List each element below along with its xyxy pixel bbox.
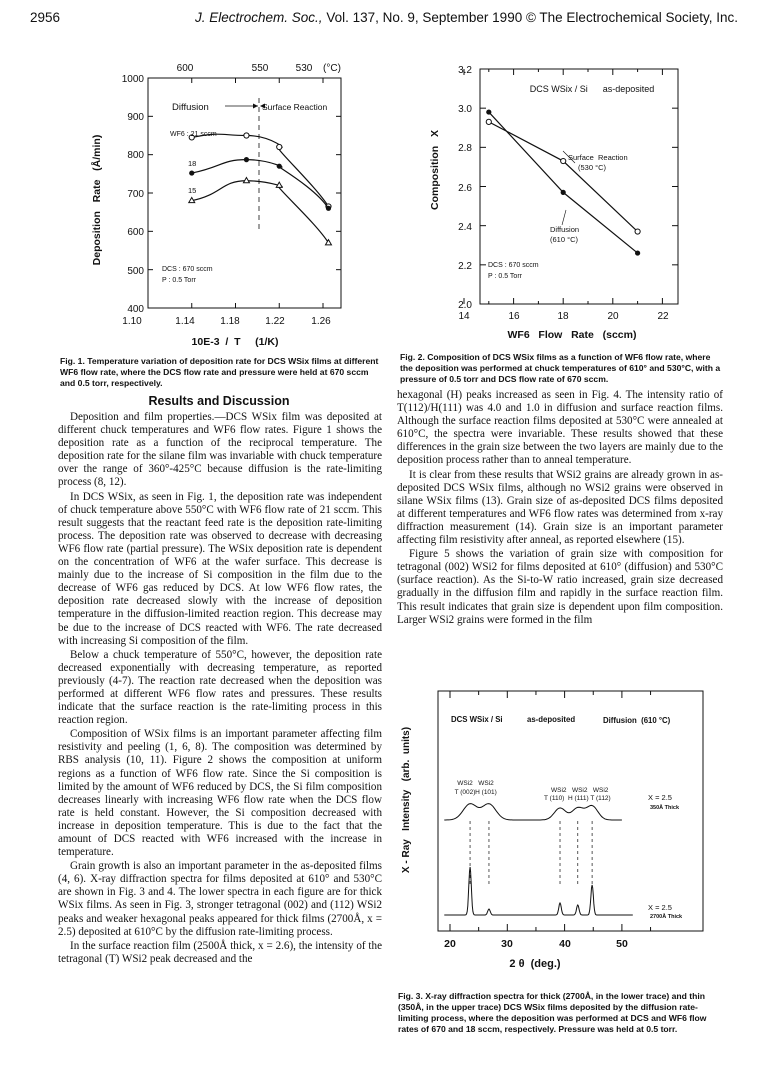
fig3-title-c: Diffusion (610 °C) bbox=[603, 716, 671, 725]
page-number: 2956 bbox=[30, 10, 61, 25]
fig2-ytick: 3.2 bbox=[458, 65, 472, 76]
fig1-cond-1: DCS : 670 sccm bbox=[162, 266, 213, 273]
figure-3-caption: Fig. 3. X-ray diffraction spectra for thick (2700Å, in the lower trace) and thin (350Å, in the upper trace) DCS WSix films deposited by the diffusion rate-limiting process, where the deposition was performed at DCS and WF6 flow rates of 670 and 18 sccm, respectively. Pressure was held at 0.5 torr. bbox=[398, 991, 707, 1034]
fig1-top-tick: (°C) bbox=[323, 63, 341, 74]
fig2-xtick: 14 bbox=[458, 311, 470, 322]
fig1-top-tick: 550 bbox=[251, 63, 269, 74]
fig2-ytick: 3.0 bbox=[458, 104, 472, 115]
fig1-ytick: 900 bbox=[127, 112, 144, 123]
fig1-label-18: 18 bbox=[188, 159, 197, 168]
fig2-diffusion-leader bbox=[562, 210, 566, 225]
fig3-peaks-right-index: T (110) H (111) T (112) bbox=[544, 795, 611, 802]
fig1-data-point bbox=[244, 157, 249, 162]
fig3-xtick: 20 bbox=[444, 938, 456, 950]
fig1-data-point bbox=[243, 178, 249, 183]
fig2-xtick: 20 bbox=[607, 311, 619, 322]
fig1-xtick: 1.18 bbox=[220, 316, 240, 327]
citation-detail: Vol. 137, No. 9, September 1990 © The Electrochemical Society, Inc. bbox=[326, 10, 738, 25]
fig1-top-tick: 530 bbox=[295, 63, 313, 74]
figure-2-caption: Fig. 2. Composition of DCS WSix films as a function of WF6 flow rate, where the deposition was performed at chuck temperatures of 610° and 530°C, with a pressure of 0.5 torr and DCS flow rate of 670 sccm. bbox=[400, 352, 721, 384]
figure-2-chart bbox=[429, 60, 702, 355]
fig1-label-wf6: WF6 : 21 sccm bbox=[170, 131, 217, 138]
paragraph: Below a chuck temperature of 550°C, however, the deposition rate decreased exponentially with decreasing temperature, as reported previously (4-7). The reaction rate decreased when the deposition was performed at different WF6 flow rates and pressures. These results indicate that the surface reaction is the rate-limiting process in this reaction region. bbox=[58, 648, 382, 727]
paragraph: Grain growth is also an important parameter in the as-deposited films (4, 6). X-ray diffraction spectra for films deposited at 610° and 530°C are shown in Fig. 3 and 4. The lower spectra in each figure are for thick WSix films. As seen in Fig. 3, stronger tetragonal (002) and (112) WSi2 peaks and weaker hexagonal peaks appeared for thick films (2700Å, x = 2.5) deposited at 610°C by the diffusion rate-limiting process. bbox=[58, 860, 382, 938]
fig3-title-b: as-deposited bbox=[527, 715, 576, 724]
fig3-peak2-label: WSi2 bbox=[478, 780, 494, 787]
fig3-peak1-index: T (002) bbox=[454, 789, 476, 796]
paragraph: hexagonal (H) peaks increased as seen in Fig. 4. The intensity ratio of T(112)/H(111) was 4.0 and 1.0 in diffusion and surface reaction films. Although the surface reaction films deposited at 530°C were annealed at 610°C, the spectra were invariable. These results showed that these differences in the grain size between the two layers are mainly due to the deposition process rather than to anneal temperature. bbox=[397, 389, 723, 467]
fig1-xtick: 1.26 bbox=[311, 316, 331, 327]
fig1-ytick: 1000 bbox=[121, 74, 144, 85]
fig2-diffusion-temp: (610 °C) bbox=[550, 235, 579, 244]
fig2-ytick: 2.6 bbox=[458, 183, 472, 194]
fig2-ytick: 2.8 bbox=[458, 143, 472, 154]
fig3-upper-trace bbox=[444, 804, 622, 820]
fig3-ylabel: X - Ray Intensity (arb. units) bbox=[401, 726, 412, 874]
paragraph: Composition of WSix films is an important parameter affecting film resistivity and peeling (1, 6, 8). The composition was determined by RBS analysis (10, 11). Figure 2 shows the composition at uniform regions as a function of WF6 flow rate. Since the Si composition is limited by the amount of WF6 reduced by DCS, the Si film composition decreases linearly with increasing WF6 flow rate when the DCS flow rate is held constant. However, the Si composition decreased with increase in deposition temperature. This is due to the fact that the amount of DCS reacted with WF6 increased with the increase in temperature. bbox=[58, 728, 382, 859]
fig1-ytick: 700 bbox=[127, 189, 144, 200]
fig2-xlabel: WF6 Flow Rate (sccm) bbox=[507, 329, 637, 341]
fig1-ytick: 800 bbox=[127, 150, 144, 161]
fig1-label-diffusion: Diffusion bbox=[172, 102, 209, 113]
fig3-plot-frame bbox=[438, 691, 703, 931]
fig2-ytick: 2.4 bbox=[458, 222, 472, 233]
paragraph: It is clear from these results that WSi2 grains are already grown in as-deposited DCS WSix films, although no WSi2 grains were observed in silane WSix films (13). Grain size of as-deposited DCS films deposited at different temperatures and WF6 flow rates was determined from x-ray diffraction measurement (14). Grain size is an important parameter affecting film resistivity after anneal, as reported elsewhere (15). bbox=[397, 468, 723, 547]
fig2-ylabel: Composition X bbox=[429, 130, 441, 210]
fig3-upper-composition: X = 2.5 bbox=[648, 793, 672, 802]
fig2-xtick: 18 bbox=[557, 311, 569, 322]
fig1-xlabel: 10E-3 / T (1/K) bbox=[191, 336, 279, 348]
figure-1-caption: Fig. 1. Temperature variation of deposition rate for DCS WSix films at different WF6 flow rate, where the DCS flow rate and pressure were held at 670 sccm and 0.5 torr, respectively. bbox=[60, 356, 379, 388]
fig1-ytick: 600 bbox=[127, 227, 144, 238]
fig1-data-point bbox=[277, 164, 282, 169]
fig1-ylabel: Deposition Rate (Å/min) bbox=[91, 134, 103, 266]
fig3-xtick: 30 bbox=[501, 938, 513, 950]
fig2-series-line bbox=[489, 122, 638, 232]
fig1-ytick: 500 bbox=[127, 266, 144, 277]
fig1-data-point bbox=[189, 170, 194, 175]
fig2-diffusion-label: Diffusion bbox=[550, 225, 580, 234]
fig3-peak2-index: H (101) bbox=[475, 789, 497, 796]
fig3-title-a: DCS WSix / Si bbox=[451, 715, 503, 724]
fig2-xtick: 16 bbox=[508, 311, 520, 322]
paragraph: In the surface reaction film (2500Å thick, x = 2.6), the intensity of the tetragonal (T) WSi2 peak decreased and the bbox=[58, 939, 382, 965]
fig1-top-tick: 600 bbox=[176, 63, 194, 74]
fig3-xtick: 40 bbox=[559, 938, 571, 950]
section-title: Results and Discussion bbox=[148, 394, 290, 408]
figure-3-chart bbox=[395, 655, 725, 985]
fig1-xtick: 1.10 bbox=[122, 316, 142, 327]
fig1-series-line bbox=[192, 181, 329, 243]
fig1-series-line bbox=[192, 134, 329, 206]
fig3-lower-composition: X = 2.5 bbox=[648, 903, 672, 912]
fig1-data-point bbox=[326, 206, 331, 211]
fig1-xtick: 1.14 bbox=[175, 316, 195, 327]
figure-1-chart bbox=[91, 60, 360, 350]
left-column bbox=[58, 411, 382, 967]
fig3-xtick: 50 bbox=[616, 938, 628, 950]
fig1-xtick: 1.22 bbox=[265, 316, 285, 327]
journal-name: J. Electrochem. Soc., bbox=[195, 10, 323, 25]
fig3-lower-thickness: 2700Å Thick bbox=[650, 914, 683, 920]
fig2-data-point bbox=[635, 250, 640, 255]
fig3-upper-thickness: 350Å Thick bbox=[650, 805, 680, 811]
fig2-data-point bbox=[486, 109, 491, 114]
fig2-cond-1: DCS : 670 sccm bbox=[488, 262, 539, 269]
fig2-ytick: 2.2 bbox=[458, 261, 472, 272]
fig2-data-point bbox=[561, 158, 566, 163]
fig3-xlabel: 2 θ (deg.) bbox=[509, 958, 561, 970]
fig1-data-point bbox=[277, 144, 282, 149]
fig2-xtick: 22 bbox=[657, 311, 669, 322]
fig2-data-point bbox=[561, 190, 566, 195]
fig2-cond-2: P : 0.5 Torr bbox=[488, 273, 522, 280]
fig3-peak1-label: WSi2 bbox=[457, 780, 473, 787]
fig2-surface-label: Surface Reaction bbox=[568, 153, 628, 162]
fig3-peaks-right-label: WSi2 WSi2 WSi2 bbox=[551, 787, 609, 794]
fig2-data-point bbox=[486, 119, 491, 124]
fig1-data-point bbox=[244, 133, 249, 138]
paragraph: Deposition and film properties.—DCS WSix film was deposited at different chuck temperatures and WF6 flow rates. Figure 1 shows the deposition rate as a function of the reciprocal temperature. The deposition rate for the silane film was invariable with chuck temperature over the range of 360°-425°C because diffusion is the rate-limiting process (8, 12). bbox=[58, 411, 382, 489]
journal-citation bbox=[195, 10, 738, 25]
fig1-label-15: 15 bbox=[188, 186, 197, 195]
fig1-arrow-head bbox=[253, 104, 258, 109]
right-column bbox=[397, 389, 723, 628]
paragraph: In DCS WSix, as seen in Fig. 1, the deposition rate was independent of chuck temperature above 550°C with WF6 flow rate of 21 sccm. This result suggests that the reactant feed rate is the deposition rate-limiting process. The deposition rate was observed to decrease with decreasing WF6 flow rate (partial pressure). The WSix deposition rate is dependent on the concentration of WF6 at the wafer surface. This decrease is mainly due to the increase of Si composition in the film due to the decrease of WF6 gas reduced by DCS. At low WF6 flow rates, the deposition rate decreased slowly with the increase of deposition temperature in the diffusion-limited reaction region. This decrease may be due to the increase of DCS reacted with WF6. The rate decreased with increasing Si composition of the film. bbox=[58, 490, 382, 647]
fig2-ytick: 2.0 bbox=[458, 300, 472, 311]
fig1-ytick: 400 bbox=[127, 304, 144, 315]
fig2-title: DCS WSix / Si as-deposited bbox=[529, 84, 655, 94]
fig2-surface-temp: (530 °C) bbox=[578, 163, 607, 172]
fig1-cond-2: P : 0.5 Torr bbox=[162, 277, 196, 284]
fig2-data-point bbox=[635, 229, 640, 234]
fig1-series-line bbox=[192, 160, 329, 209]
page-header bbox=[30, 10, 738, 30]
paragraph: Figure 5 shows the variation of grain size with composition for tetragonal (002) WSi2 for films deposited at 610° (diffusion) and 530°C (surface reaction). As the Si-to-W ratio increased, grain size decreased gradually in the diffusion film and rapidly in the surface reaction film. This result indicates that grain size is dependent upon film composition. Larger WSi2 grains were formed in the film bbox=[397, 548, 723, 626]
fig1-label-surface: Surface Reaction bbox=[262, 102, 328, 112]
fig3-lower-trace bbox=[444, 867, 633, 915]
